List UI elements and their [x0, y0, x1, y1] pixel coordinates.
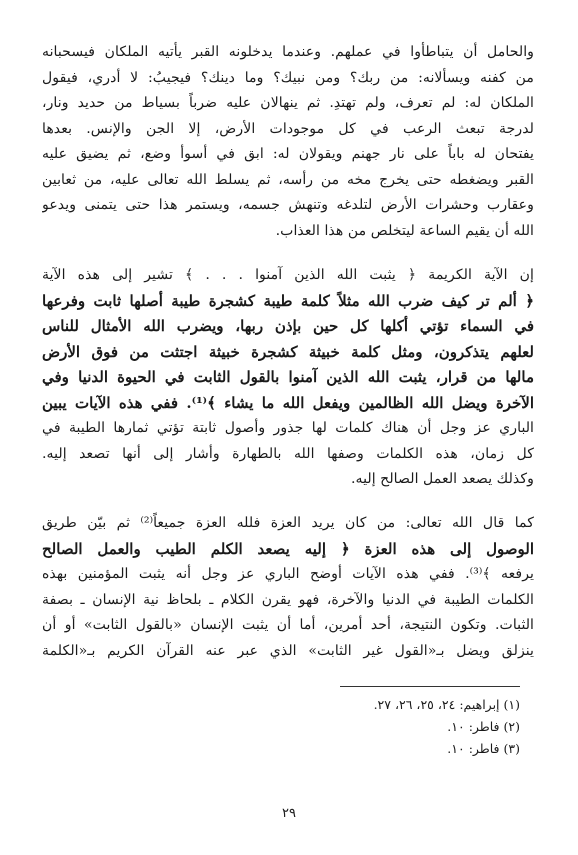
text-line: الثبات. وتكون النتيجة، أحد أمرين، أما أن يثبت الإنسان «بالقول الثابت» أو أن: [42, 617, 534, 633]
quran-verse-line: لعلهم يتذكرون، ومثل كلمة خبيثة كشجرة خبيثة اجتثت من فوق الأرض: [42, 342, 534, 361]
footnote-divider: [340, 686, 520, 687]
text-line: من كفنه ويسألانه: من ربك؟ ومن نبيك؟ وما دينك؟ فيجيبُ: لا أدري، فيقول: [42, 69, 534, 86]
text-line: الباري عز وجل أن هناك كلمات لها جذور وأصول ثابتة تؤتي ثمارها الطيبة في: [42, 420, 534, 436]
page-number: ٢٩: [282, 806, 296, 821]
quran-verse-line: الوصول إلى هذه العزة ﴿ إليه يصعد الكلم الطيب والعمل الصالح: [42, 539, 534, 558]
text-line: يفتحان له باباً على نار جهنم ويقولان له: ابق في أسوأ وضع، ثم يضيق عليه: [42, 146, 534, 162]
footnote-2: (٢) فاطر: ١٠.: [447, 719, 520, 734]
text-line: والحامل أن يتباطأوا في عملهم. وعندما يدخلونه القبر يأتيه الملكان فيسحبانه: [42, 44, 534, 60]
quran-verse-line: في السماء تؤتي أكلها كل حين بإذن ربها، ويضرب الله الأمثال للناس: [42, 317, 534, 335]
text-line: الله أن يقيم الساعة ليتخلص من هذا العذاب.: [275, 222, 534, 239]
footnote-1: (١) إبراهيم: ٢٤، ٢٥، ٢٦، ٢٧.: [373, 697, 520, 712]
quran-verse-line: مالها من قرار، يثبت الله الذين آمنوا بالقول الثابت في الحيوة الدنيا وفي: [42, 368, 534, 386]
text-line: لدرجة تبعث الرعب في كل موجودات الأرض، إلا الجن والإنس. بعدها: [42, 120, 534, 137]
text-line: الملكان له: لم تعرف، ولم تهتدِ. ثم ينهالان عليه ضرباً بسياط من حديد ونار،: [42, 95, 534, 111]
text-line: يرفعه ﴾⁽³⁾. ففي هذه الآيات أوضح الباري عز وجل أنه يثبت المؤمنين بهذه: [42, 566, 534, 582]
paragraph-grave-punishment: [42, 40, 534, 244]
text-line: وعقارب وحشرات الأرض لتلدغه وتنهش جسمه، ويستمر هذا حتى يتمنى ويدعو: [42, 197, 534, 213]
text-line: ينزلق ويضل بـ«القول غير الثابت» الذي عبر عنه القرآن الكريم بـ«الكلمة: [42, 642, 534, 659]
quran-verse-line: الآخرة ويضل الله الظالمين ويفعل الله ما يشاء ﴾⁽¹⁾. ففي هذه الآيات يبين: [42, 393, 534, 412]
footnote-3: (٣) فاطر: ١٠.: [447, 741, 520, 756]
text-line: القبر ويضغطه حتى يخرج مخه من رأسه، ثم يسلط الله تعالى عليه، من ثعابين: [42, 171, 534, 188]
text-line: وكذلك يصعد العمل الصالح إليه.: [350, 471, 534, 487]
footnotes: [300, 694, 520, 760]
paragraph-good-word-verse: [42, 263, 534, 493]
paragraph-honor-ascent: [42, 511, 534, 664]
text-line: كل زمان، هذه الكلمات وصفها الله بالطهارة وأشار إلى أنها تصعد إليه.: [42, 445, 534, 462]
text-line: الكلمات الطيبة في الدنيا والآخرة، فهو يقرن الكلام ـ بلحاظ نية الإنسان ـ بصفة: [42, 591, 534, 608]
text-line: إن الآية الكريمة ﴿ يثبت الله الذين آمنوا . . . ﴾ تشير إلى هذه الآية: [42, 267, 534, 283]
quran-verse-line: ﴿ ألم تر كيف ضرب الله مثلاً كلمة طيبة كشجرة طيبة أصلها ثابت وفرعها: [42, 291, 534, 310]
text-line: كما قال الله تعالى: من كان يريد العزة فلله العزة جميعاً⁽²⁾ ثم بيّن طريق: [42, 515, 534, 531]
